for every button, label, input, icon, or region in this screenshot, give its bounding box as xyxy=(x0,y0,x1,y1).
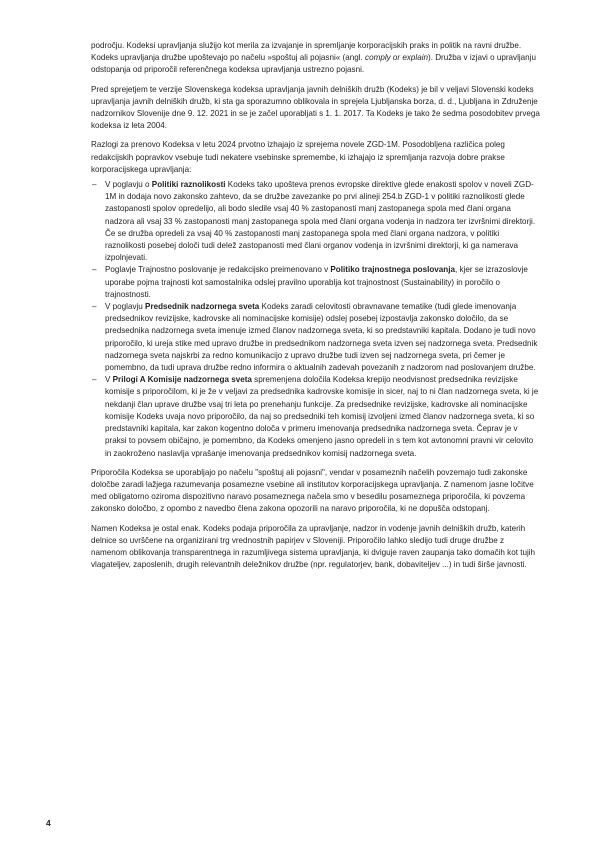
bold-heading: Predsednik nadzornega sveta xyxy=(145,302,260,312)
text-span: Kodeks zaradi celovitosti obravnavane tematike (tudi glede imenovanja predsednikov revizijske, kadrovske ali nominacijske komisije) odslej posebej izpostavlja zakonsko določilo, da se predsednika nadzornega sveta imenuje izmed članov nadzornega sveta, ki so predstavniki kapitala. Dodano je tudi novo priporočilo, ki ureja stike med upravo družbe in predsednikom nadzornega sveta izven sej nadzornega sveta. Predsednik nadzornega sveta najskrbi za redno komunikacijo z upravo družbe tudi izven sej nadzornega sveta, pri čemer je pomembno, da tudi uprava družbe redno informira o aktualnih zadevah povezanih z nadzorom nad poslovanjem družbe. xyxy=(105,302,538,373)
paragraph-history: Pred sprejetjem te verzije Slovenskega kodeksa upravljanja javnih delniških družb (Kodeks) je bil v veljavi Slovenski kodeks upravljanja javnih delniških družb, ki sta ga sporazumno oblikovala in sprejela Ljubljanska borza, d. d., Ljubljana in Združenje nadzornikov Slovenije dne 9. 12. 2021 in se je začel uporabljati s 1. 1. 2017. Ta Kodeks je tako že sedma posodobitev prvega kodeksa iz leta 2004. xyxy=(91,84,540,131)
paragraph-purpose: Namen Kodeksa je ostal enak. Kodeks podaja priporočila za upravljanje, nadzor in vodenje javnih delniških družb, katerih delnice so uvrščene na organizirani trg vrednostnih papirjev v Sloveniji. Priporočilo lahko sledijo tudi druge družbe z namenom oblikovanja transparentnega in razumljivega sistema upravljanja, ki dviguje raven zaupanja tako domačih kot tujih vlagateljev, zaposlenih, drugih relevantnih deležnikov družbe (npr. regulatorjev, bank, dobaviteljev ...) in tudi širše javnosti. xyxy=(91,523,536,570)
text-span: V poglavju xyxy=(105,302,146,312)
text-span: spremenjena določila Kodeksa krepijo neodvisnost predsednika revizijske komisije s priporočilom, ki je že v veljavi za predsednika kadrovske komisije in sicer, naj to ni član nadzornega sveta, ki je nekdanji član uprave družbe vsaj tri leta po prenehanju funkcije. Za predsednike revizijske, kadrovske ali nominacijske komisije Kodeks uvaja novo priporočilo, da naj so predsedniki teh komisij izvoljeni izmed članov nadzornega sveta, ki so predstavniki kapitala, kar zakon kogentno določa v primeru imenovanja predsednika nadzornega sveta. Čeprav je v praksi to povsem običajno, je pomembno, da Kodeks omenjeno jasno opredeli in s tem kot avtonomni pravni vir celovito in zaokroženo naslavlja vprašanje imenovanja predsednikov komisij nadzornega sveta. xyxy=(105,375,539,458)
dash-marker: – xyxy=(92,265,97,275)
page-number: 4 xyxy=(46,818,51,828)
page-body xyxy=(91,40,541,578)
paragraph-intro xyxy=(91,40,541,77)
list-item xyxy=(91,301,541,374)
changes-list xyxy=(91,179,541,460)
text-span: , kjer se izrazoslovje uporabe pojma trajnosti kot samostalnika odslej pravilno uporablja kot trajnostnost (Sustainability) in poročilo o trajnostnosti. xyxy=(105,265,528,299)
paragraph-principles: Priporočila Kodeksa se uporabljajo po načelu "spoštuj ali pojasni", vendar v posameznih načelih povzemajo tudi zakonske določbe zaradi lažjega razumevanja posamezne vsebine ali institutov korporacijskega upravljanja. Z namenom jasne ločitve med obligatorno oziroma dispozitivno naravo posameznega načela smo v besedilu posameznega priporočila, ki povzema zakonsko določbo, z opombo z navedbo člena zakona opozorili na naravo priporočila, ki ne dopušča odstopanj. xyxy=(91,467,534,514)
paragraph-reasons: Razlogi za prenovo Kodeksa v letu 2024 prvotno izhajajo iz sprejema novele ZGD-1M. Posodobljena različica poleg redakcijskih popravkov vsebuje tudi nekatere vsebinske spremembe, ki izhajajo iz spremljanja razvoja dobre prakse korporacijskega upravljanja: xyxy=(91,140,505,174)
dash-marker: – xyxy=(92,302,97,312)
text-span: V poglavju o xyxy=(105,180,152,190)
text-span: V xyxy=(105,375,113,385)
list-item xyxy=(91,374,541,459)
dash-marker: – xyxy=(92,375,97,385)
text-span: področju. Kodeksi upravljanja služijo kot merila za izvajanje in spremljanje korporacijskih praks in politik na ravni družbe. Kodeks upravljanja družbe upoštevajo po načelu »spoštuj ali pojasni« (angl. xyxy=(91,41,522,63)
italic-term: comply or explain xyxy=(365,53,429,63)
bold-heading: Politiko trajnostnega poslovanja xyxy=(330,265,455,275)
bold-heading: Politiki raznolikosti xyxy=(151,180,226,190)
text-span: ). Družba v izjavi o upravljanju odstopanja od priporočil referenčnega kodeksa upravljanja ustrezno pojasni. xyxy=(91,53,536,75)
list-item xyxy=(91,264,541,301)
list-item xyxy=(91,179,541,264)
text-span: Poglavje Trajnostno poslovanje je redakcijsko preimenovano v xyxy=(105,265,331,275)
bold-heading: Prilogi A Komisije nadzornega sveta xyxy=(112,375,252,385)
text-span: Kodeks tako upošteva prenos evropske direktive glede enakosti spolov v noveli ZGD-1M in dodaja novo zakonsko zahtevo, da se družbe zavezanke po prvi alineji 254.b ZGD-1 v politiki raznolikosti glede zastopanosti spolov opredelijo, ali bodo sledile vsaj 40 % zastopanosti manj zastopanega spola med člani organa nadzora ali vsaj 33 % zastopanosti manj zastopanega spola med člani organa vodenja in nadzora ter izvršnimi direktorji. Če se družba opredeli za vsaj 40 % zastopanosti manj zastopanega spola med člani organa nadzora, v politiki raznolikosti posebej določi tudi delež zastopanosti med člani organov vodenja in izvršnimi direktorji, ki ga namerava izpolnjevati. xyxy=(105,180,536,263)
dash-marker: – xyxy=(92,180,97,190)
